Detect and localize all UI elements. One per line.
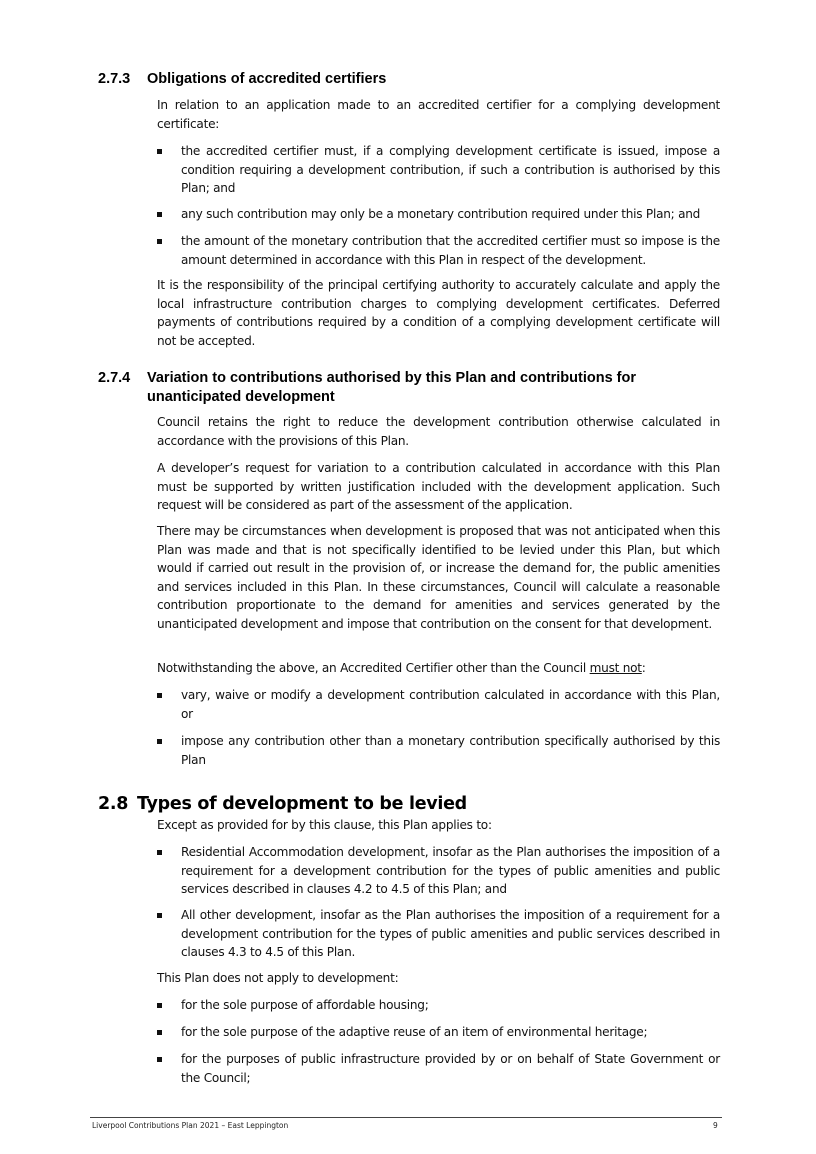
list-item: impose any contribution other than a monetary contribution specifically authorised by this Plan (157, 732, 720, 769)
heading-2-8 (98, 793, 467, 815)
list-item: the accredited certifier must, if a complying development certificate is issued, impose a condition requiring a development contribution, if such a contribution is authorised by this Plan; and (157, 142, 720, 198)
list-item: for the sole purpose of affordable housing; (157, 996, 720, 1015)
list-item: the amount of the monetary contribution that the accredited certifier must so impose is the amount determined in accordance with this Plan in respect of the development. (157, 232, 720, 269)
bullet-icon (157, 739, 162, 744)
section-title: Variation to contributions authorised by this Plan and contributions for unanticipated development (147, 370, 636, 405)
list-item: Residential Accommodation development, insofar as the Plan authorises the imposition of a requirement for a development contribution for the types of public amenities and public services described in clauses 4.2 to 4.5 of this Plan; and (157, 843, 720, 899)
section-title: Types of development to be levied (137, 794, 467, 814)
list-item: any such contribution may only be a monetary contribution required under this Plan; and (157, 205, 720, 224)
bullet-icon (157, 149, 162, 154)
underlined-must-not: must not (589, 661, 642, 675)
list-item: All other development, insofar as the Plan authorises the imposition of a requirement for a development contribution for the types of public amenities and public services described in clauses 4.3 to 4.5 of this Plan. (157, 906, 720, 962)
list-item: vary, waive or modify a development contribution calculated in accordance with this Plan, or (157, 686, 720, 723)
section-number: 2.7.3 (98, 71, 131, 87)
list-item: for the purposes of public infrastructure provided by or on behalf of State Government or the Council; (157, 1050, 720, 1087)
page-number: 9 (713, 1121, 718, 1130)
section-title: Obligations of accredited certifiers (147, 71, 387, 87)
section-number: 2.7.4 (98, 370, 131, 386)
list-item: for the sole purpose of the adaptive reuse of an item of environmental heritage; (157, 1023, 720, 1042)
bullet-icon (157, 212, 162, 217)
paragraph-2-7-4-p1: Council retains the right to reduce the development contribution otherwise calculated in accordance with the provisions of this Plan. (157, 415, 720, 448)
paragraph-2-7-3-intro: In relation to an application made to an accredited certifier for a complying development certificate: (157, 98, 720, 131)
footer-title: Liverpool Contributions Plan 2021 – East Leppington (92, 1121, 289, 1130)
bullet-icon (157, 850, 162, 855)
paragraph-2-7-4-p4: Notwithstanding the above, an Accredited Certifier other than the Council must not: (157, 661, 646, 675)
paragraph-2-7-3-closing: It is the responsibility of the principal certifying authority to accurately calculate and apply the local infrastructure contribution charges to complying development certificates. Deferred payments of contributions required by a condition of a complying development certificate will not be accepted. (157, 278, 720, 348)
bullet-icon (157, 1057, 162, 1062)
footer-divider (90, 1117, 722, 1118)
bullet-icon (157, 693, 162, 698)
bullet-icon (157, 1003, 162, 1008)
paragraph-2-7-4-p3: There may be circumstances when development is proposed that was not anticipated when this Plan was made and that is not specifically identified to be levied under this Plan, but which would if carried out result in the provision of, or increase the demand for, the public amenities and services included in this Plan. In these circumstances, Council will calculate a reasonable contribution proportionate to the demand for amenities and services generated by the unanticipated development and impose that contribution on the consent for that development. (157, 524, 720, 631)
paragraph-2-8-intro: Except as provided for by this clause, this Plan applies to: (157, 818, 492, 832)
section-number: 2.8 (98, 794, 129, 814)
paragraph-2-7-4-p2: A developer’s request for variation to a contribution calculated in accordance with this Plan must be supported by written justification included with the development application. Such request will be considered as part of the assessment of the application. (157, 461, 720, 513)
bullet-icon (157, 913, 162, 918)
bullet-icon (157, 239, 162, 244)
paragraph-2-8-p2: This Plan does not apply to development: (157, 971, 399, 985)
bullet-icon (157, 1030, 162, 1035)
